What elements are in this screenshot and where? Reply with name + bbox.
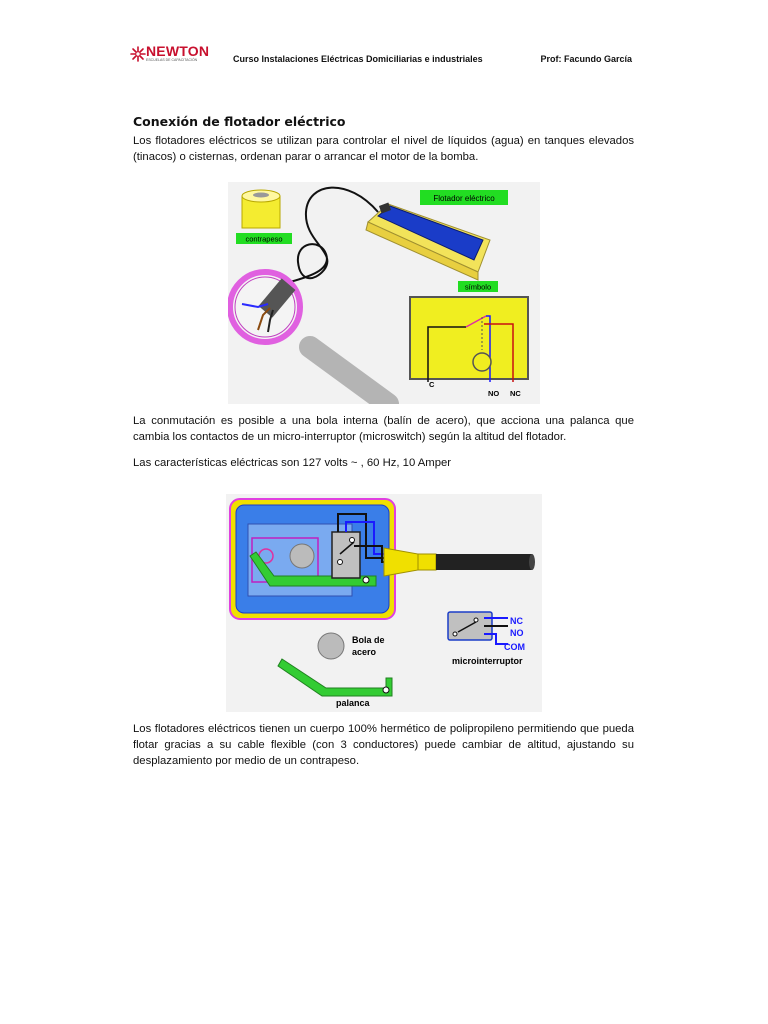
newton-logo — [130, 44, 220, 68]
micro-terminal-com: COM — [504, 642, 525, 652]
intro-paragraph: Los flotadores eléctricos se utilizan para controlar el nivel de líquidos (agua) en tanques elevados (tinacos) o cisternas, ordenan parar o arrancar el motor de la bomba. — [133, 135, 634, 163]
steel-ball-icon — [318, 633, 344, 659]
logo-wordmark: NEWTON — [146, 43, 210, 59]
counterweight-label: contrapeso — [245, 234, 283, 244]
lever-label: palanca — [336, 698, 370, 708]
switch-symbol — [410, 297, 528, 382]
microswitch-label: microinterruptor — [452, 656, 523, 666]
terminal-c-label: C — [429, 380, 435, 389]
ball-label-line2: acero — [352, 647, 377, 657]
section-title: Conexión de flotador eléctrico — [133, 114, 346, 129]
symbol-label: símbolo — [464, 282, 492, 292]
professor-name: Prof: Facundo García — [540, 54, 632, 64]
terminal-nc-label: NC — [510, 389, 521, 398]
ball-label-line1: Bola de — [352, 635, 385, 645]
page-header — [130, 44, 636, 74]
body-paragraph: Los flotadores eléctricos tienen un cuerpo 100% hermético de polipropileno permitiendo que pueda flotar gracias a su cable flexible (con 3 conductores) puede cambiar de altitud, ajustando su desplazamiento por medio de un contrapeso. — [133, 723, 634, 767]
switching-paragraph: La conmutación es posible a una bola interna (balín de acero), que acciona una palanca que cambia los contactos de un micro-interruptor (microswitch) según la altitud del flotador. — [133, 415, 634, 443]
float-switch-figure — [228, 182, 540, 404]
micro-terminal-no: NO — [510, 628, 524, 638]
logo-subtitle: ESCUELAS DE CAPACITACIÓN — [146, 58, 198, 62]
electrical-paragraph: Las características eléctricas son 127 volts ~ , 60 Hz, 10 Amper — [133, 457, 452, 469]
internal-mechanism-figure — [226, 494, 542, 712]
newton-logo-icon — [130, 46, 146, 62]
counterweight-icon — [242, 190, 280, 228]
terminal-no-label: NO — [488, 389, 500, 398]
float-label: Flotador eléctrico — [433, 194, 495, 203]
float-body-cutaway — [230, 499, 395, 619]
course-title: Curso Instalaciones Eléctricas Domiciliarias e industriales — [233, 54, 483, 64]
micro-terminal-nc: NC — [510, 616, 523, 626]
